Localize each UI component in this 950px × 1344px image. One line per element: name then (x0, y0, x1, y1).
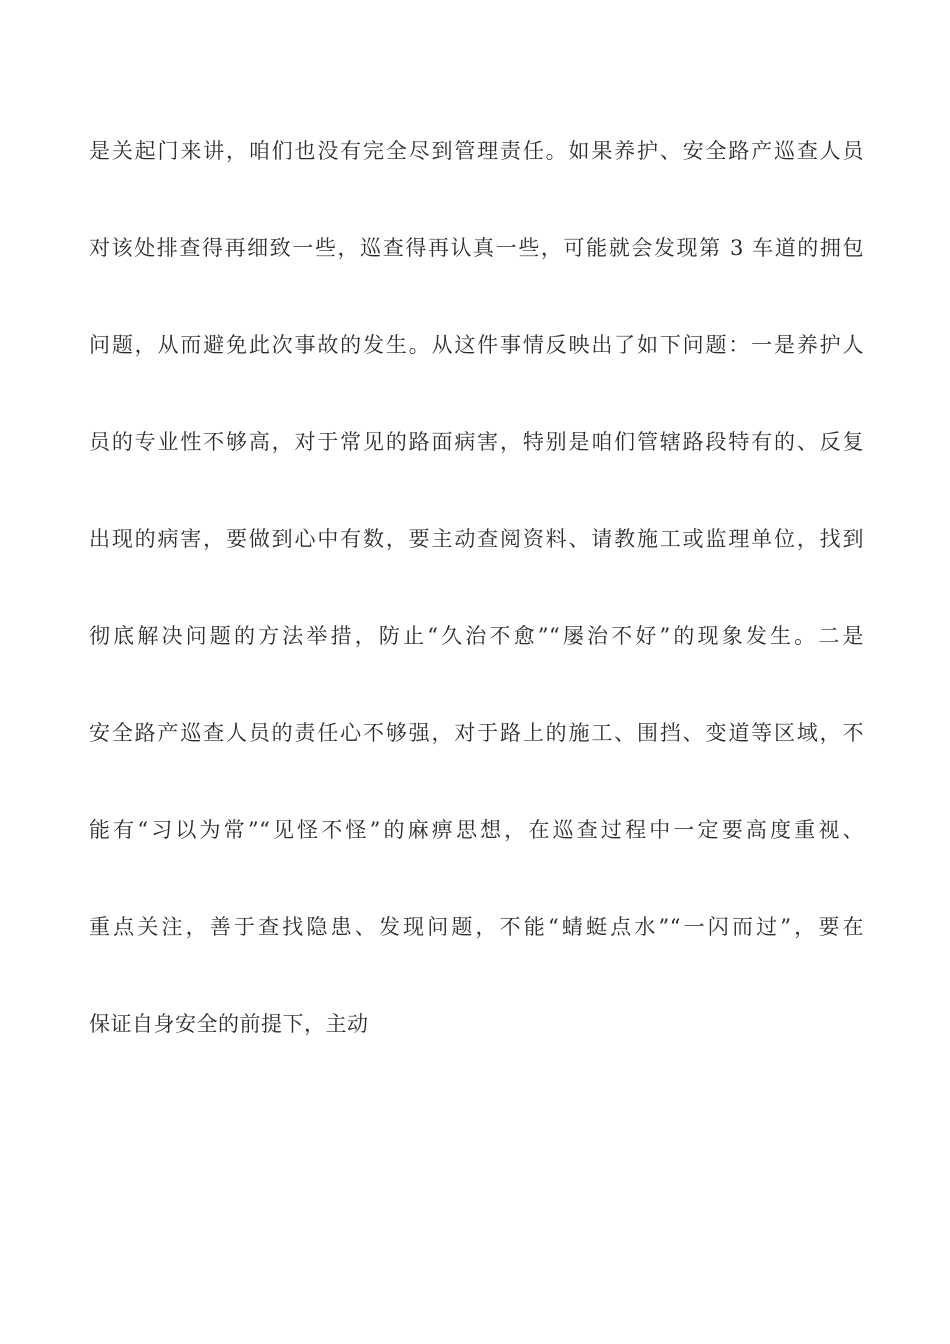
text-line-5: 出现的病害，要做到心中有数，要主动查阅资料、请教施工或监理单位，找到 (89, 527, 864, 551)
text-line-9: 重点关注，善于查找隐患、发现问题，不能“蜻蜓点水”“一闪而过”，要在 (89, 915, 864, 939)
text-line-1: 是关起门来讲，咱们也没有完全尽到管理责任。如果养护、安全路产巡查人员 (89, 139, 864, 163)
text-line-6: 彻底解决问题的方法举措，防止“久治不愈”“屡治不好”的现象发生。二是 (89, 624, 864, 648)
body-text (89, 134, 864, 1104)
text-line-3: 问题，从而避免此次事故的发生。从这件事情反映出了如下问题：一是养护人 (89, 333, 864, 357)
text-line-4: 员的专业性不够高，对于常见的路面病害，特别是咱们管辖路段特有的、反复 (89, 430, 864, 454)
text-line-8: 能有“习以为常”“见怪不怪”的麻痹思想，在巡查过程中一定要高度重视、 (89, 818, 864, 842)
text-line-10: 保证自身安全的前提下，主动 (89, 1012, 369, 1036)
text-line-2: 对该处排查得再细致一些，巡查得再认真一些，可能就会发现第 3 车道的拥包 (89, 236, 864, 260)
text-line-7: 安全路产巡查人员的责任心不够强，对于路上的施工、围挡、变道等区域，不 (89, 721, 864, 745)
